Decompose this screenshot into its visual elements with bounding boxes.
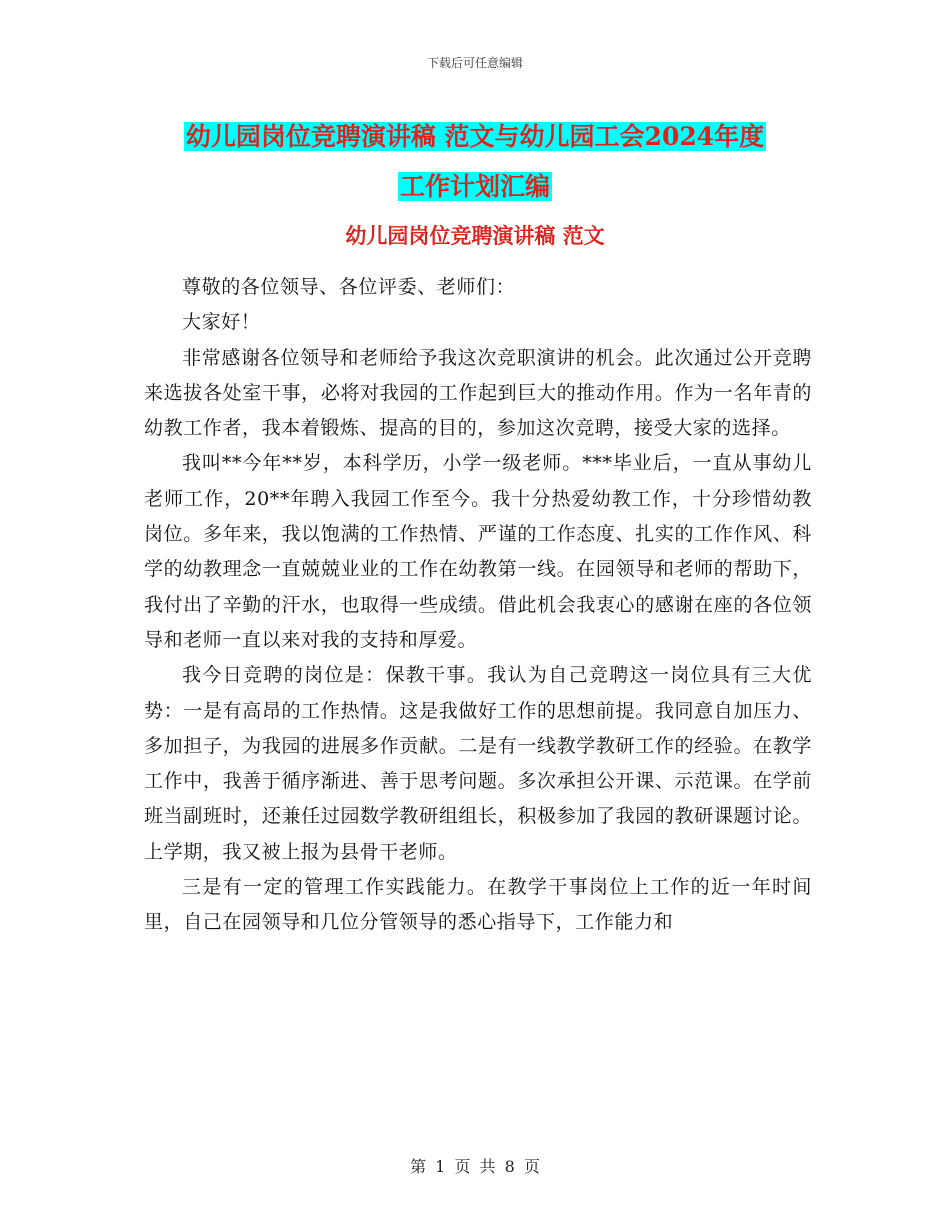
salutation: 尊敬的各位领导、各位评委、老师们： (182, 276, 516, 298)
paragraph: 我今日竞聘的岗位是：保教干事。我认为自己竞聘这一岗位具有三大优势：一是有高昂的工作热情。这是我做好工作的思想前提。我同意自加压力、多加担子，为我园的进展多作贡献。二是有一线教学教研工作的经验。在教学工作中，我善于循序渐进、善于思考问题。多次承担公开课、示范课。在学前班当副班时，还兼任过园数学教研组组长，积极参加了我园的教研课题讨论。上学期，我又被上报为县骨干老师。 (144, 664, 812, 863)
paragraph: 我叫**今年**岁，本科学历，小学一级老师。***毕业后，一直从事幼儿老师工作，20**年聘入我园工作至今。我十分热爱幼教工作，十分珍惜幼教岗位。多年来，我以饱满的工作热情、严谨的工作态度、扎实的工作作风、科学的幼教理念一直兢兢业业的工作在幼教第一线。在园领导和老师的帮助下，我付出了辛勤的汗水，也取得一些成绩。借此机会我衷心的感谢在座的各位领导和老师一直以来对我的支持和厚爱。 (144, 452, 812, 651)
header-note: 下载后可任意编辑 (426, 56, 523, 70)
body-text (144, 270, 812, 941)
section-title: 幼儿园岗位竞聘演讲稿 范文 (345, 223, 605, 248)
page-number: 第 1 页 共 8 页 (410, 1157, 540, 1176)
paragraph: 非常感谢各位领导和老师给予我这次竞职演讲的机会。此次通过公开竞聘来选拔各处室干事，必将对我园的工作起到巨大的推动作用。作为一名年青的幼教工作者，我本着锻炼、提高的目的，参加这次竞聘，接受大家的选择。 (144, 346, 812, 440)
document-title-line-1: 幼儿园岗位竞聘演讲稿 范文与幼儿园工会2024年度 (185, 122, 765, 151)
document-title-line-2: 工作计划汇编 (399, 172, 550, 201)
greeting: 大家好！ (182, 311, 261, 334)
paragraph: 三是有一定的管理工作实践能力。在教学干事岗位上工作的近一年时间里，自己在园领导和几位分管领导的悉心指导下，工作能力和 (144, 876, 812, 934)
document-title (140, 112, 810, 212)
